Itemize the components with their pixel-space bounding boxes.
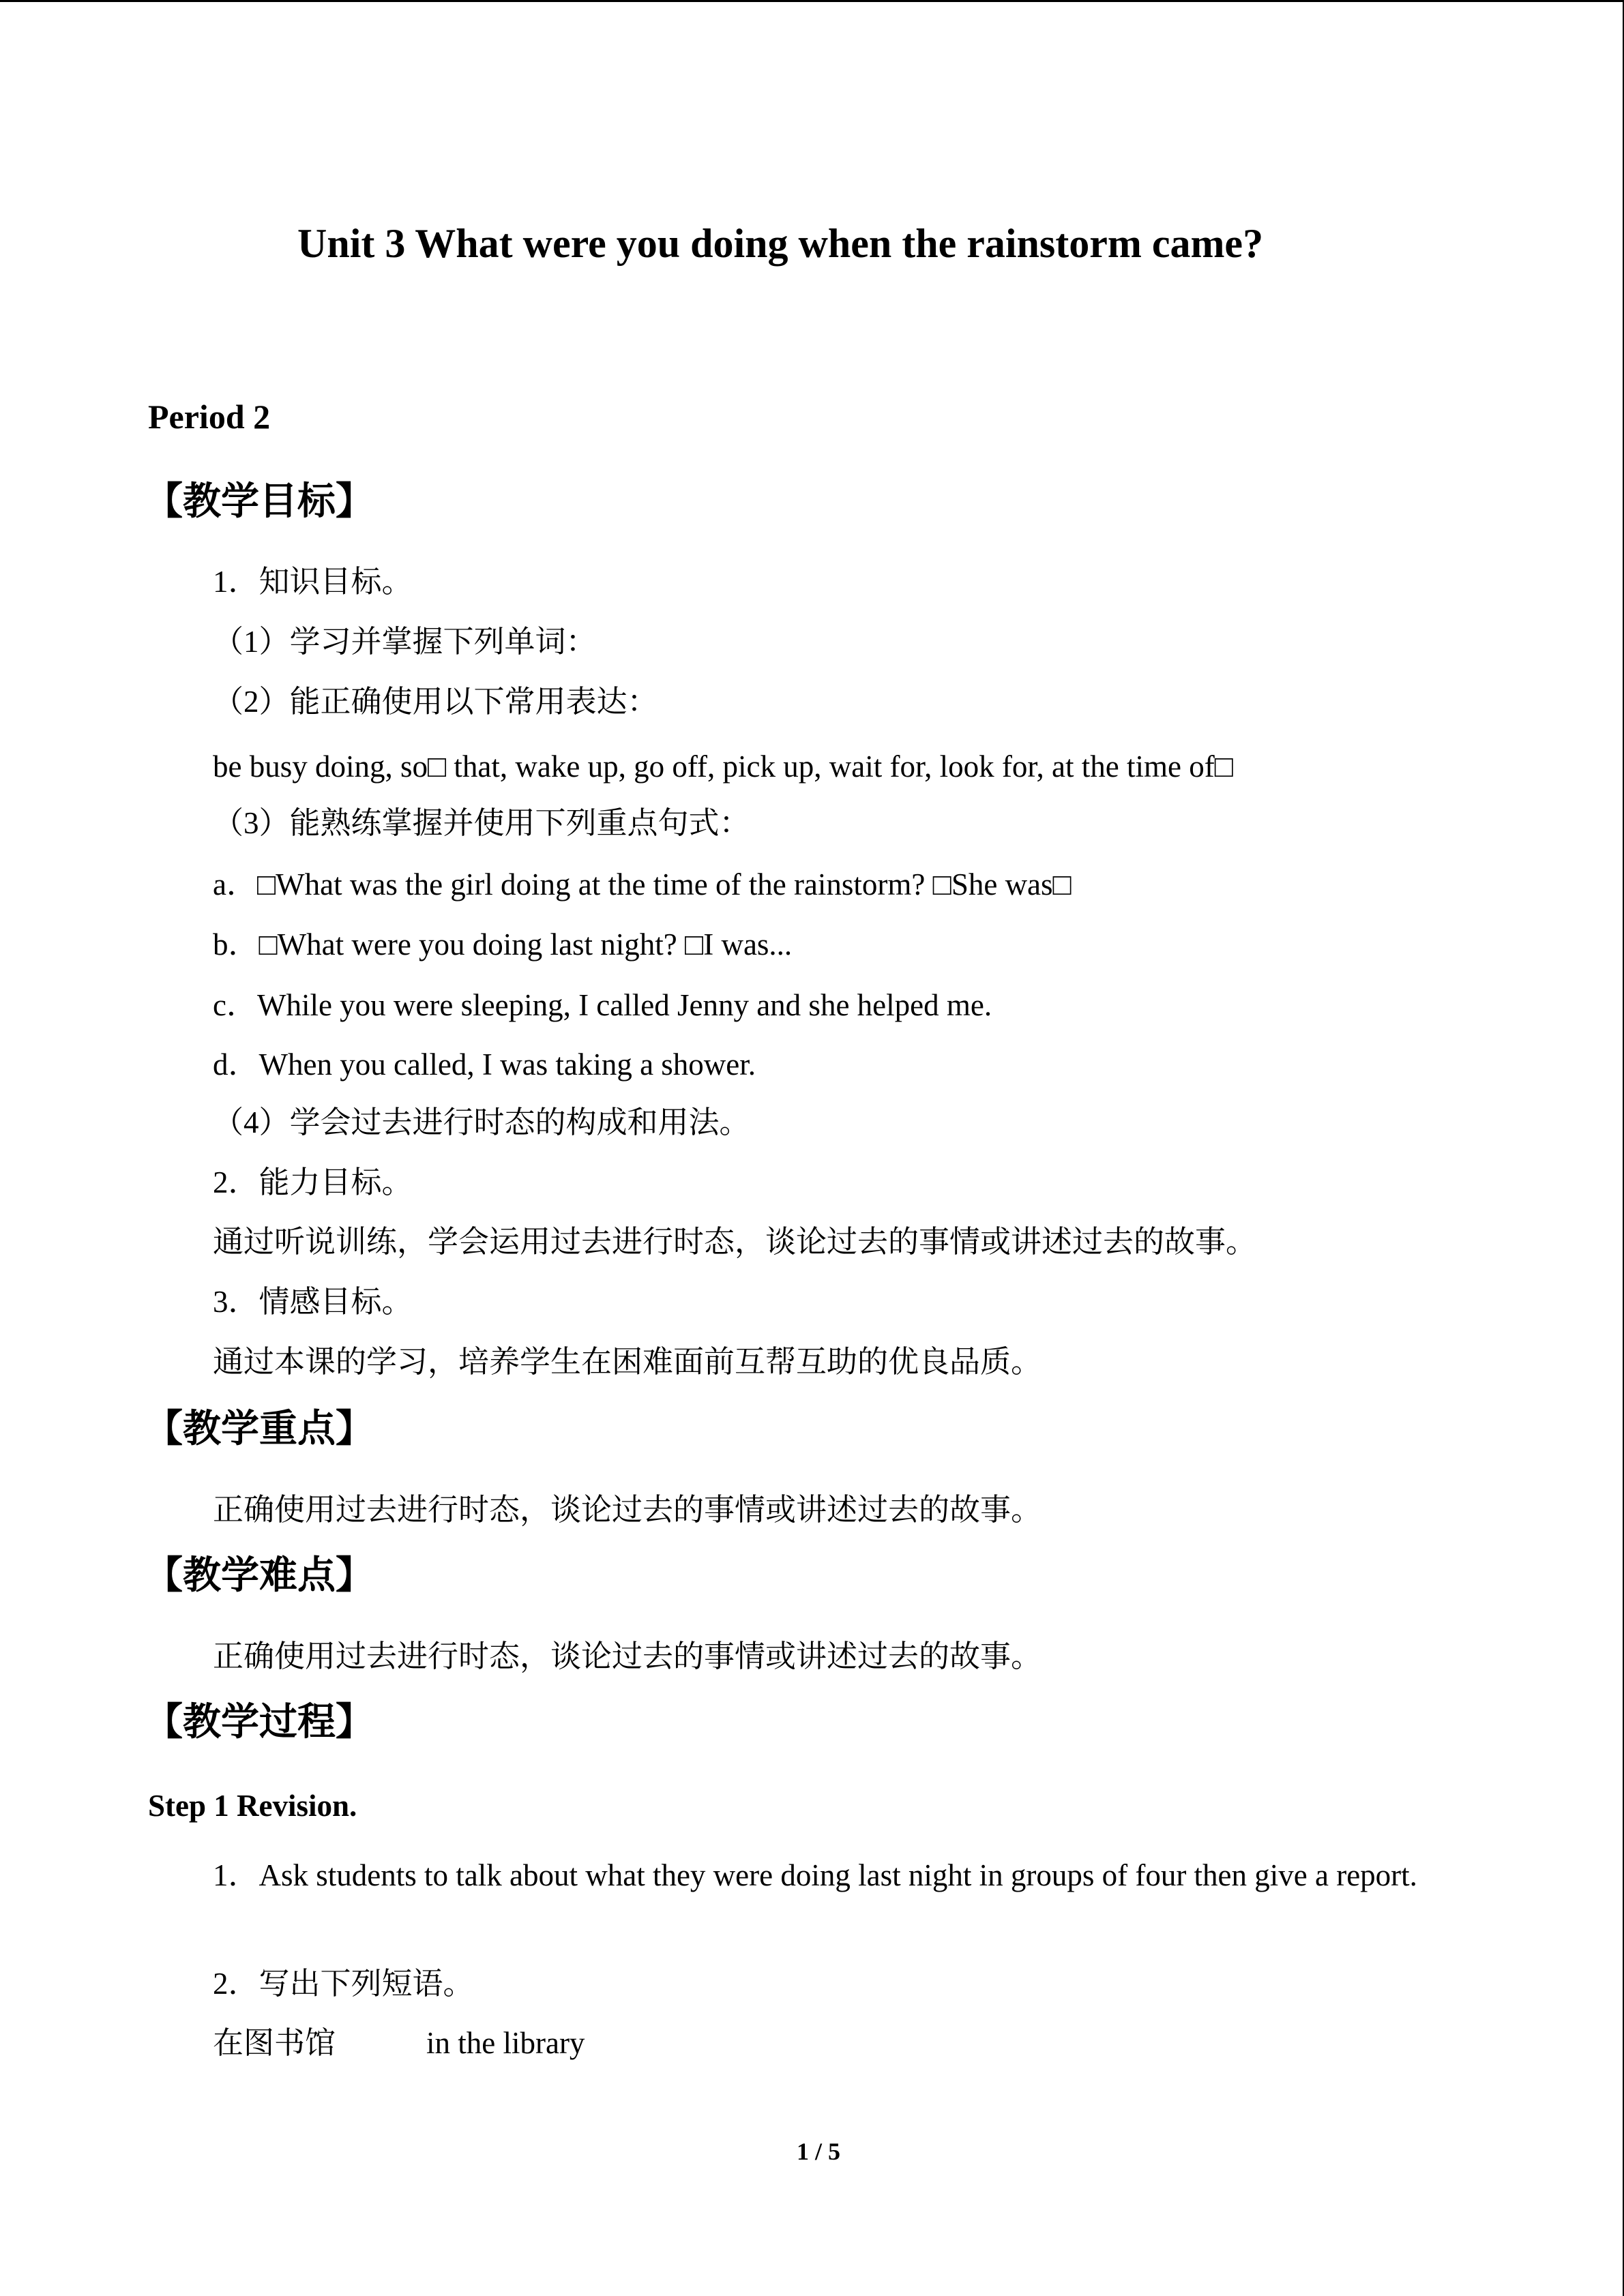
sentence-c: c．While you were sleeping, I called Jenny and she helped me.: [213, 988, 992, 1022]
difficulties-text: 正确使用过去进行时态，谈论过去的事情或讲述过去的故事。: [213, 1639, 1042, 1673]
objective-item-tense: （4）学会过去进行时态的构成和用法。: [213, 1105, 750, 1139]
page-number: 1 / 5: [797, 2138, 841, 2165]
step-1-item-1: 1．Ask students to talk about what they were doing last night in groups of four then give a report.: [213, 1858, 1417, 1892]
sentence-d: d．When you called, I was taking a shower.: [213, 1047, 756, 1082]
section-heading-difficulties: 【教学难点】: [145, 1555, 374, 1597]
emotion-objective: 3．情感目标。: [213, 1285, 413, 1319]
section-heading-key-points: 【教学重点】: [145, 1408, 374, 1450]
section-heading-objectives: 【教学目标】: [145, 481, 374, 523]
period-heading: Period 2: [148, 398, 271, 436]
objective-item-words: （1）学习并掌握下列单词：: [213, 625, 597, 659]
ability-objective: 2．能力目标。: [213, 1165, 413, 1199]
step-1-heading: Step 1 Revision.: [148, 1789, 357, 1823]
key-points-text: 正确使用过去进行时态，谈论过去的事情或讲述过去的故事。: [213, 1493, 1042, 1527]
section-heading-process: 【教学过程】: [145, 1701, 374, 1744]
vocab-chinese: 在图书馆: [213, 2026, 336, 2060]
expressions-list: be busy doing, so□ that, wake up, go off, pick up, wait for, look for, at the time of□: [213, 749, 1233, 784]
sentence-a: a．□What was the girl doing at the time of the rainstorm? □She was□: [213, 867, 1072, 901]
knowledge-objective: 1．知识目标。: [213, 565, 413, 599]
objective-item-expressions: （2）能正确使用以下常用表达：: [213, 685, 658, 719]
emotion-objective-text: 通过本课的学习，培养学生在困难面前互帮互助的优良品质。: [213, 1345, 1042, 1379]
vocab-english: in the library: [426, 2026, 585, 2060]
ability-objective-text: 通过听说训练，学会运用过去进行时态，谈论过去的事情或讲述过去的故事。: [213, 1225, 1257, 1259]
sentence-b: b．□What were you doing last night? □I was...: [213, 927, 793, 961]
document-title: Unit 3 What were you doing when the rainstorm came?: [297, 221, 1264, 266]
objective-item-sentences: （3）能熟练掌握并使用下列重点句式：: [213, 806, 750, 840]
step-1-item-2: 2．写出下列短语。: [213, 1967, 474, 2001]
